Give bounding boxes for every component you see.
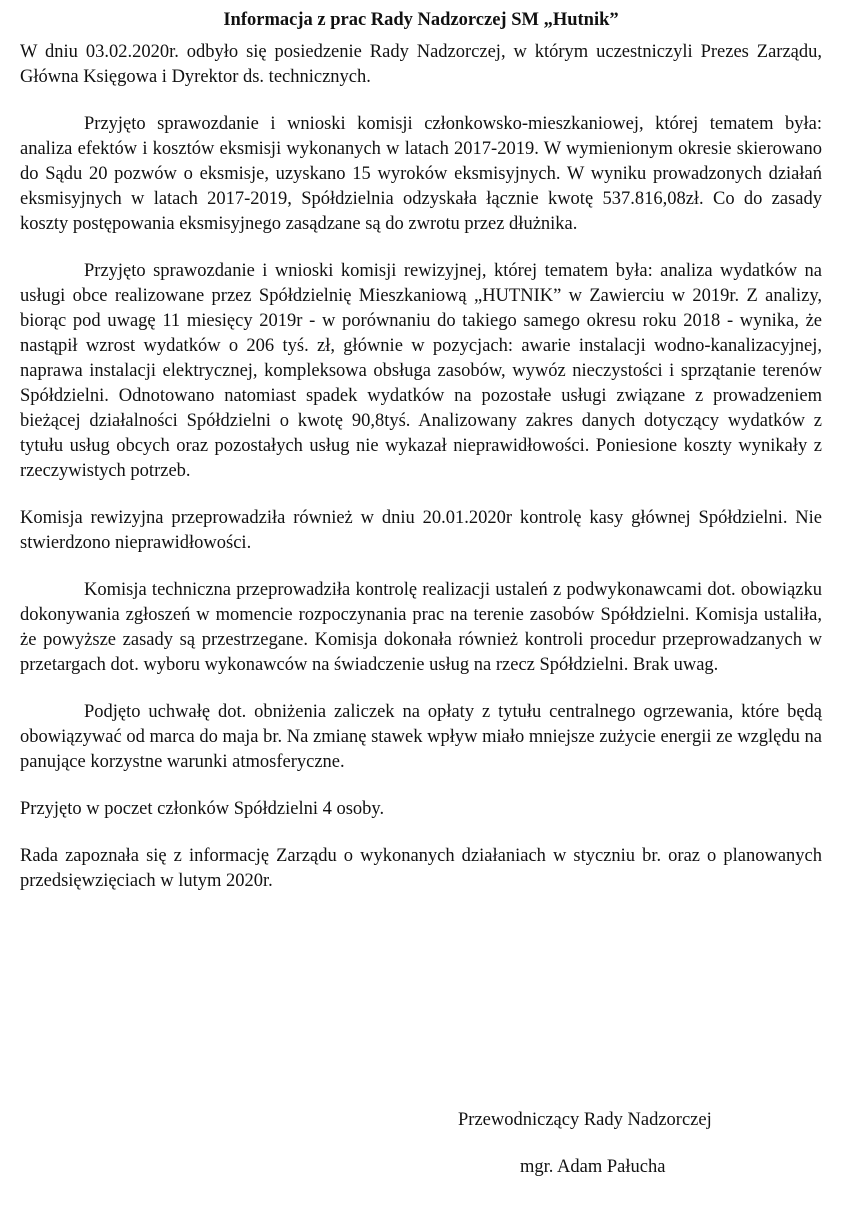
paragraph-technical-commission: Komisja techniczna przeprowadziła kontrolę realizacji ustaleń z podwykonawcami dot. obowiązku dokonywania zgłoszeń w momencie rozpoczynania prac na terenie zasobów Spółdzielni. Komisja ustaliła, że powyższe zasady są przestrzegane. Komisja dokonała również kontroli procedur przeprowadzanych w przetargach dot. wyboru wykonawców na świadczenie usług na rzecz Spółdzielni. Brak uwag. xyxy=(20,580,822,675)
paragraph-meeting-info: W dniu 03.02.2020r. odbyło się posiedzenie Rady Nadzorczej, w którym uczestniczyli Prezes Zarządu, Główna Księgowa i Dyrektor ds. technicznych. xyxy=(20,42,822,87)
signature-role: Przewodniczący Rady Nadzorczej xyxy=(458,1110,712,1130)
signature-name: mgr. Adam Pałucha xyxy=(520,1157,666,1177)
document-title: Informacja z prac Rady Nadzorczej SM „Hutnik” xyxy=(223,10,619,30)
paragraph-new-members: Przyjęto w poczet członków Spółdzielni 4 osoby. xyxy=(20,799,385,819)
paragraph-audit-commission: Przyjęto sprawozdanie i wnioski komisji rewizyjnej, której tematem była: analiza wydatków na usługi obce realizowane przez Spółdzielnię Mieszkaniową „HUTNIK” w Zawierciu w 2019r. Z analizy, biorąc pod uwagę 11 miesięcy 2019r - w porównaniu do takiego samego okresu roku 2018 - wynika, że nastąpił wzrost wydatków o 206 tyś. zł, głównie w pozycjach: awarie instalacji wodno-kanalizacyjnej, naprawa instalacji elektrycznej, kompleksowa obsługa zasobów, wywóz nieczystości i sprzątanie terenów Spółdzielni. Odnotowano natomiast spadek wydatków na pozostałe usługi związane z prowadzeniem bieżącej działalności Spółdzielni o kwotę 90,8tyś. Analizowany zakres danych dotyczący wydatków z tytułu usług obcych oraz pozostałych usług nie wykazał nieprawidłowości. Poniesione koszty wynikały z rzeczywistych potrzeb. xyxy=(20,261,822,481)
paragraph-cash-audit: Komisja rewizyjna przeprowadziła również w dniu 20.01.2020r kontrolę kasy głównej Spółdzielni. Nie stwierdzono nieprawidłowości. xyxy=(20,508,822,553)
paragraph-board-information: Rada zapoznała się z informację Zarządu o wykonanych działaniach w styczniu br. oraz o planowanych przedsięwzięciach w lutym 2020r. xyxy=(20,846,822,891)
paragraph-heating-resolution: Podjęto uchwałę dot. obniżenia zaliczek na opłaty z tytułu centralnego ogrzewania, które będą obowiązywać od marca do maja br. Na zmianę stawek wpływ miało mniejsze zużycie energii ze względu na panujące korzystne warunki atmosferyczne. xyxy=(20,702,822,772)
document-body xyxy=(20,8,822,916)
paragraph-membership-commission: Przyjęto sprawozdanie i wnioski komisji członkowsko-mieszkaniowej, której tematem była: analiza efektów i kosztów eksmisji wykonanych w latach 2017-2019. W wymienionym okresie skierowano do Sądu 20 pozwów o eksmisje, uzyskano 15 wyroków eksmisyjnych. W wyniku prowadzonych działań eksmisyjnych w latach 2017-2019, Spółdzielnia odzyskała łącznie kwotę 537.816,08zł. Co do zasady koszty postępowania eksmisyjnego zasądzane są do zwrotu przez dłużnika. xyxy=(20,114,822,234)
